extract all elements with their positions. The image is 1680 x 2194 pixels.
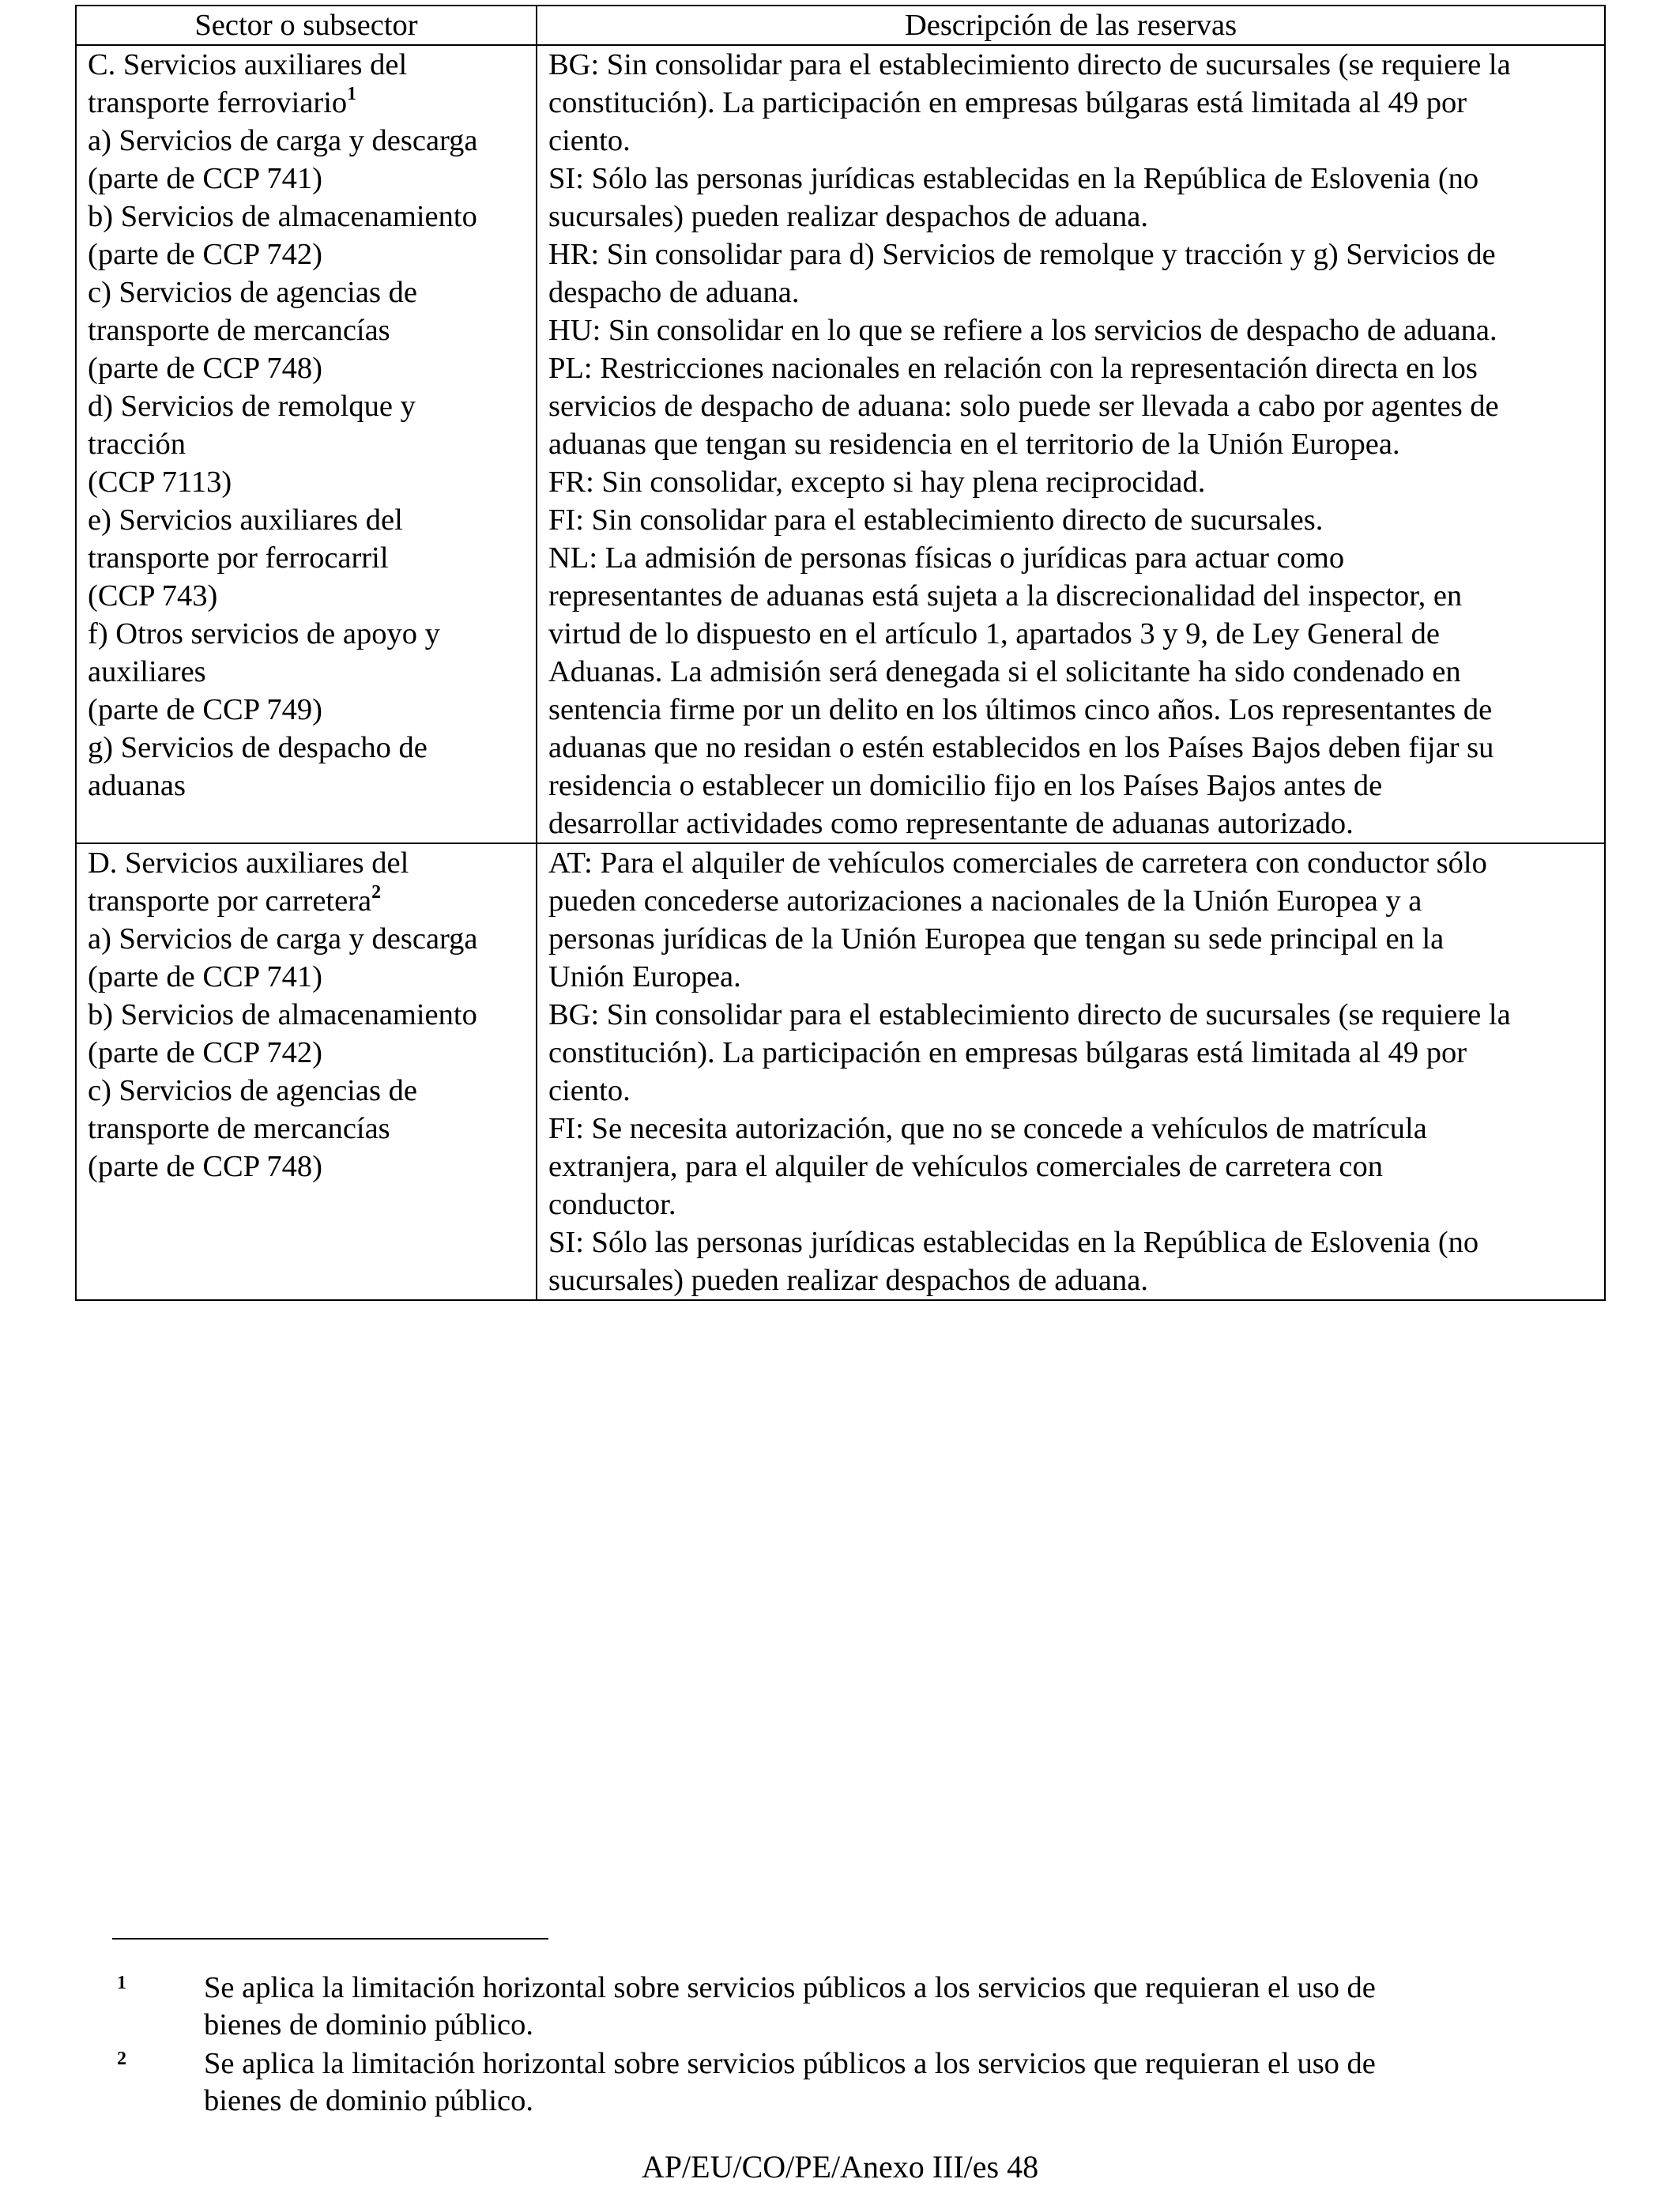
sector-line (88, 729, 525, 767)
footnote-separator (112, 1938, 548, 1940)
sector-line-text: d) Servicios de remolque y (88, 390, 416, 423)
sector-line-text: transporte de mercancías (88, 314, 390, 347)
sector-line (88, 996, 525, 1034)
description-line: desarrollar actividades como representante de aduanas autorizado. (548, 807, 1354, 840)
reservations-table (75, 5, 1606, 1301)
sector-line (88, 1148, 525, 1186)
sector-line (88, 46, 525, 84)
description-line: Aduanas. La admisión será denegada si el solicitante ha sido condenado en (548, 655, 1461, 688)
footnote-text-line: bienes de dominio público. (204, 2084, 534, 2117)
sector-line-text: (parte de CCP 742) (88, 238, 322, 271)
description-line: AT: Para el alquiler de vehículos comerciales de carretera con conductor sólo (548, 846, 1487, 880)
sector-line-text: C. Servicios auxiliares del (88, 48, 408, 81)
sector-line (88, 1072, 525, 1110)
sector-line (88, 122, 525, 160)
description-line: aduanas que no residan o estén establecidos en los Países Bajos deben fijar su (548, 731, 1494, 764)
sector-line-text: (parte de CCP 741) (88, 162, 322, 195)
sector-cell (76, 45, 537, 843)
sector-cell (76, 843, 537, 1300)
description-line: sucursales) pueden realizar despachos de aduana. (548, 200, 1148, 233)
description-line: extranjera, para el alquiler de vehículos comerciales de carretera con (548, 1150, 1384, 1183)
sector-line-text: b) Servicios de almacenamiento (88, 200, 477, 233)
description-line: despacho de aduana. (548, 276, 800, 309)
sector-line (88, 425, 525, 463)
description-cell (537, 45, 1605, 843)
footnote-text-line: Se aplica la limitación horizontal sobre servicios públicos a los servicios que requieran el uso de (204, 1971, 1376, 2004)
sector-line-text: c) Servicios de agencias de (88, 1074, 417, 1107)
sector-line (88, 387, 525, 425)
sector-line-text: a) Servicios de carga y descarga (88, 124, 478, 157)
sector-line-text: D. Servicios auxiliares del (88, 846, 409, 880)
description-line: servicios de despacho de aduana: solo puede ser llevada a cabo por agentes de (548, 390, 1499, 423)
description-line: SI: Sólo las personas jurídicas establecidas en la República de Eslovenia (no (548, 162, 1479, 195)
description-line: aduanas que tengan su residencia en el territorio de la Unión Europea. (548, 428, 1400, 461)
sector-line-text: a) Servicios de carga y descarga (88, 922, 478, 956)
description-line: FI: Sin consolidar para el establecimiento directo de sucursales. (548, 503, 1324, 537)
sector-line (88, 920, 525, 958)
description-line: personas jurídicas de la Unión Europea que tengan su sede principal en la (548, 922, 1445, 956)
description-line: representantes de aduanas está sujeta a la discrecionalidad del inspector, en (548, 579, 1463, 613)
sector-line (88, 463, 525, 501)
sector-line (88, 1034, 525, 1072)
description-line: conductor. (548, 1188, 676, 1221)
sector-line-text: (parte de CCP 748) (88, 1150, 322, 1183)
description-cell (537, 843, 1605, 1300)
description-line: Unión Europea. (548, 960, 741, 993)
sector-line (88, 844, 525, 882)
sector-line (88, 539, 525, 577)
sector-line-text: c) Servicios de agencias de (88, 276, 417, 309)
sector-line (88, 1110, 525, 1148)
description-line: FR: Sin consolidar, excepto si hay plena reciprocidad. (548, 466, 1206, 499)
sector-line-text: f) Otros servicios de apoyo y (88, 617, 440, 650)
description-line: FI: Se necesita autorización, que no se concede a vehículos de matrícula (548, 1112, 1427, 1145)
sector-line (88, 501, 525, 539)
sector-line (88, 767, 525, 805)
description-line: HR: Sin consolidar para d) Servicios de remolque y tracción y g) Servicios de (548, 238, 1496, 271)
table-header-row (76, 6, 1605, 45)
sector-line (88, 84, 525, 122)
footnote-text-line: Se aplica la limitación horizontal sobre servicios públicos a los servicios que requieran el uso de (204, 2047, 1376, 2080)
sector-line (88, 882, 525, 920)
sector-line-text: (CCP 7113) (88, 466, 232, 499)
footnote-reference[interactable]: 1 (347, 84, 357, 105)
sector-line-text: (CCP 743) (88, 579, 218, 613)
description-line: BG: Sin consolidar para el establecimiento directo de sucursales (se requiere la (548, 48, 1511, 81)
description-line: virtud de lo dispuesto en el artículo 1, apartados 3 y 9, de Ley General de (548, 617, 1440, 650)
sector-line (88, 273, 525, 311)
description-line: BG: Sin consolidar para el establecimiento directo de sucursales (se requiere la (548, 998, 1511, 1031)
header-sector: Sector o subsector (76, 6, 537, 45)
footnote-number: 1 (117, 1973, 126, 1993)
description-line: ciento. (548, 1074, 631, 1107)
sector-line-text: transporte de mercancías (88, 1112, 390, 1145)
sector-line (88, 198, 525, 236)
sector-line (88, 311, 525, 349)
footnote-number: 2 (117, 2049, 126, 2069)
table-row (76, 45, 1605, 843)
sector-line (88, 577, 525, 615)
sector-line-text: aduanas (88, 769, 186, 802)
sector-line-text: b) Servicios de almacenamiento (88, 998, 477, 1031)
description-line: NL: La admisión de personas físicas o jurídicas para actuar como (548, 541, 1345, 575)
sector-line (88, 236, 525, 273)
sector-line (88, 349, 525, 387)
sector-line-text: tracción (88, 428, 186, 461)
sector-line-text: (parte de CCP 749) (88, 693, 322, 726)
sector-line-text: transporte por carretera (88, 884, 372, 918)
footnote-text-line: bienes de dominio público. (204, 2008, 534, 2041)
table-row (76, 843, 1605, 1300)
sector-line-text: transporte ferroviario (88, 86, 348, 119)
description-line: pueden concederse autorizaciones a nacionales de la Unión Europea y a (548, 884, 1422, 918)
sector-line-text: (parte de CCP 741) (88, 960, 322, 993)
description-line: constitución). La participación en empresas búlgaras está limitada al 49 por (548, 1036, 1467, 1069)
sector-line (88, 958, 525, 996)
sector-line-text: e) Servicios auxiliares del (88, 503, 403, 537)
description-line: sucursales) pueden realizar despachos de aduana. (548, 1264, 1148, 1297)
footnote-reference[interactable]: 2 (371, 882, 382, 903)
description-line: PL: Restricciones nacionales en relación con la representación directa en los (548, 352, 1478, 385)
sector-line (88, 691, 525, 729)
description-line: ciento. (548, 124, 631, 157)
description-line: HU: Sin consolidar en lo que se refiere a los servicios de despacho de aduana. (548, 314, 1497, 347)
sector-line-text: (parte de CCP 748) (88, 352, 322, 385)
sector-line (88, 160, 525, 198)
description-line: sentencia firme por un delito en los últimos cinco años. Los representantes de (548, 693, 1493, 726)
page-footer: AP/EU/CO/PE/Anexo III/es 48 (641, 2149, 1039, 2185)
sector-line (88, 653, 525, 691)
sector-line-text: transporte por ferrocarril (88, 541, 389, 575)
sector-line-text: auxiliares (88, 655, 206, 688)
header-description: Descripción de las reservas (537, 6, 1605, 45)
description-line: SI: Sólo las personas jurídicas establecidas en la República de Eslovenia (no (548, 1226, 1479, 1259)
sector-line (88, 615, 525, 653)
description-line: residencia o establecer un domicilio fijo en los Países Bajos antes de (548, 769, 1383, 802)
sector-line-text: g) Servicios de despacho de (88, 731, 428, 764)
sector-line-text: (parte de CCP 742) (88, 1036, 322, 1069)
description-line: constitución). La participación en empresas búlgaras está limitada al 49 por (548, 86, 1467, 119)
